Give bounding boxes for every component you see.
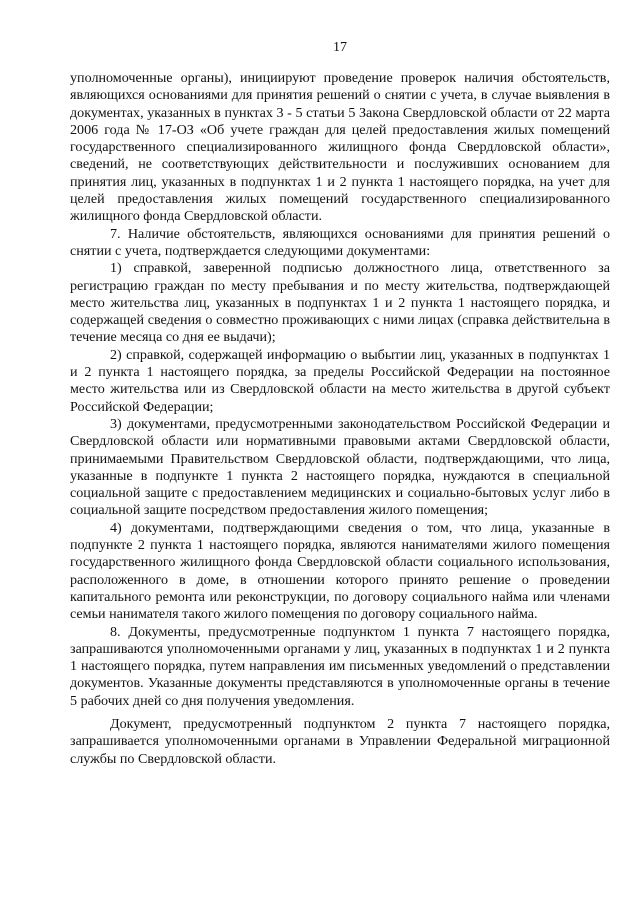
paragraph-subitem-4: 4) документами, подтверждающими сведения о том, что лица, указанные в подпункте 2 пункта 1 настоящего порядка, являются нанимателями жилого помещения государственного жилищного фонда Свердловской области социального использования, расположенного в доме, в отношении которого принято решение о проведении капитального ремонта или реконструкции, по договору социального найма или членами семьи нанимателя такого жилого помещения по договору социального найма. [70, 519, 610, 623]
document-page [70, 40, 610, 768]
page-number: 17 [333, 40, 347, 55]
paragraph-subitem-3: 3) документами, предусмотренными законодательством Российской Федерации и Свердловской области или нормативными правовыми актами Свердловской области, принимаемыми Правительством Свердловской области, подтверждающими, что лица, указанные в подпункте 1 пункта 2 настоящего порядка, нуждаются в специальной социальной защите с предоставлением медицинских и социально-бытовых услуг либо в социальной защите посредством предоставления жилого помещения; [70, 415, 610, 519]
paragraph-subitem-1: 1) справкой, заверенной подписью должностного лица, ответственного за регистрацию граждан по месту пребывания и по месту жительства, подтверждающей место жительства лиц, указанных в подпунктах 1 и 2 пункта 1 настоящего порядка, и содержащей сведения о совместно проживающих с ними лицах (справка действительна в течение месяца со дня ее выдачи); [70, 260, 610, 346]
paragraph-subitem-2: 2) справкой, содержащей информацию о выбытии лиц, указанных в подпунктах 1 и 2 пункта 1 настоящего порядка, за пределы Российской Федерации на постоянное место жительства или из Свердловской области на место жительства в другой субъект Российской Федерации; [70, 346, 610, 415]
paragraph-item-7: 7. Наличие обстоятельств, являющихся основаниями для принятия решений о снятии с учета, подтверждается следующими документами: [70, 225, 610, 259]
paragraph-item-8-continuation: Документ, предусмотренный подпунктом 2 пункта 7 настоящего порядка, запрашивается уполномоченными органами в Управлении Федеральной миграционной службы по Свердловской области. [70, 715, 610, 767]
paragraph-item-8: 8. Документы, предусмотренные подпунктом 1 пункта 7 настоящего порядка, запрашиваются уполномоченными органами у лиц, указанных в подпунктах 1 и 2 пункта 1 настоящего порядка, путем направления им письменных уведомлений о представлении документов. Указанные документы представляются в уполномоченные органы в течение 5 рабочих дней со дня получения уведомления. [70, 623, 610, 709]
paragraph-continuation: уполномоченные органы), инициируют проведение проверок наличия обстоятельств, являющихся основаниями для принятия решений о снятии с учета, в случае выявления в документах, указанных в пунктах 3 - 5 статьи 5 Закона Свердловской области от 22 марта 2006 года № 17-ОЗ «Об учете граждан для целей предоставления жилых помещений государственного специализированного жилищного фонда Свердловской области», сведений, не соответствующих действительности и послуживших основанием для принятия лиц, указанных в подпунктах 1 и 2 пункта 1 настоящего порядка, на учет для целей предоставления жилых помещений государственного специализированного жилищного фонда Свердловской области. [70, 70, 610, 225]
